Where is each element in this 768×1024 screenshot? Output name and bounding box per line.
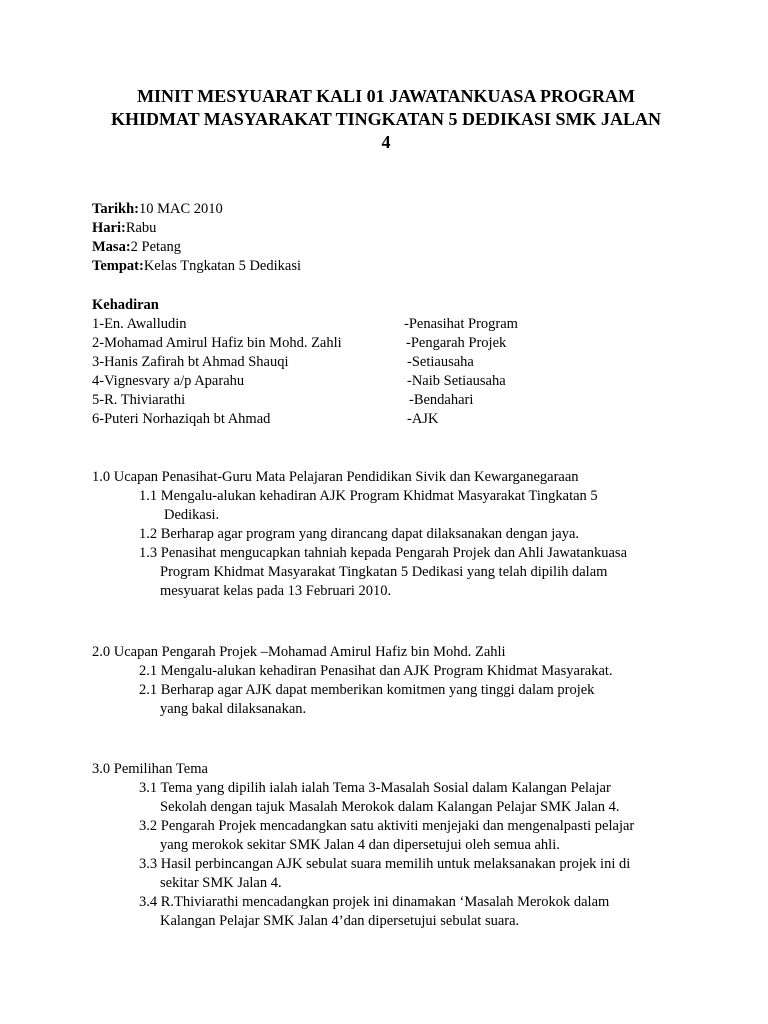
section-heading: 1.0 Ucapan Penasihat-Guru Mata Pelajaran Pendidikan Sivik dan Kewarganegaraan [92, 469, 579, 485]
minute-item-continuation: Dedikasi. [164, 507, 220, 523]
attendance-role: -Naib Setiausaha [407, 373, 506, 389]
attendance-name: 2-Mohamad Amirul Hafiz bin Mohd. Zahli [92, 335, 342, 351]
minute-item-continuation: yang merokok sekitar SMK Jalan 4 dan dipersetujui oleh semua ahli. [160, 837, 560, 853]
meta-hari-value: Rabu [125, 220, 157, 236]
attendance-role: -Setiausaha [407, 354, 474, 370]
meta-hari [92, 219, 156, 238]
meta-tempat [92, 257, 301, 276]
meta-hari-label: Hari: [92, 220, 126, 236]
section-heading: 2.0 Ucapan Pengarah Projek –Mohamad Amirul Hafiz bin Mohd. Zahli [92, 644, 506, 660]
minute-item: 1.3 Penasihat mengucapkan tahniah kepada Pengarah Projek dan Ahli Jawatankuasa [139, 545, 628, 561]
minute-item: 3.4 R.Thiviarathi mencadangkan projek ini dinamakan ‘Masalah Merokok dalam [139, 894, 610, 910]
minute-item-continuation: sekitar SMK Jalan 4. [160, 875, 282, 891]
title-line-3: 4 [381, 132, 391, 152]
minute-item: 2.1 Berharap agar AJK dapat memberikan komitmen yang tinggi dalam projek [139, 682, 595, 698]
minute-item-continuation: mesyuarat kelas pada 13 Februari 2010. [160, 583, 392, 599]
attendance-heading-text: Kehadiran [92, 297, 159, 313]
meta-tarikh [92, 200, 223, 219]
attendance-name: 5-R. Thiviarathi [92, 392, 186, 408]
minute-item: 3.1 Tema yang dipilih ialah ialah Tema 3-Masalah Sosial dalam Kalangan Pelajar [139, 780, 611, 796]
attendance-role: -AJK [407, 411, 439, 427]
attendance-name: 4-Vignesvary a/p Aparahu [92, 373, 245, 389]
attendance-name: 1-En. Awalludin [92, 316, 187, 332]
minute-item: 3.3 Hasil perbincangan AJK sebulat suara memilih untuk melaksanakan projek ini di [139, 856, 631, 872]
meta-tempat-label: Tempat: [92, 258, 144, 274]
minute-item: 3.2 Pengarah Projek mencadangkan satu aktiviti menjejaki dan mengenalpasti pelajar [139, 818, 635, 834]
attendance-heading [92, 296, 159, 315]
attendance-role: -Bendahari [409, 392, 474, 408]
minute-item: 2.1 Mengalu-alukan kehadiran Penasihat dan AJK Program Khidmat Masyarakat. [139, 663, 613, 679]
minute-item-continuation: Kalangan Pelajar SMK Jalan 4’dan dipersetujui sebulat suara. [160, 913, 520, 929]
meta-tarikh-label: Tarikh: [92, 201, 140, 217]
section-heading: 3.0 Pemilihan Tema [92, 761, 208, 777]
title-line-2: KHIDMAT MASYARAKAT TINGKATAN 5 DEDIKASI SMK JALAN [110, 109, 662, 129]
attendance-role: -Penasihat Program [404, 316, 518, 332]
title-line-1: MINIT MESYUARAT KALI 01 JAWATANKUASA PROGRAM [137, 86, 635, 106]
meta-tempat-value: Kelas Tngkatan 5 Dedikasi [143, 258, 302, 274]
meta-masa-value: 2 Petang [130, 239, 182, 255]
meta-tarikh-value: 10 MAC 2010 [139, 201, 223, 217]
minute-item-continuation: Sekolah dengan tajuk Masalah Merokok dalam Kalangan Pelajar SMK Jalan 4. [160, 799, 620, 815]
minute-item-continuation: yang bakal dilaksanakan. [160, 701, 307, 717]
meta-masa-label: Masa: [92, 239, 131, 255]
attendance-role: -Pengarah Projek [406, 335, 507, 351]
minute-item-continuation: Program Khidmat Masyarakat Tingkatan 5 Dedikasi yang telah dipilih dalam [160, 564, 608, 580]
attendance-name: 6-Puteri Norhaziqah bt Ahmad [92, 411, 271, 427]
minute-item: 1.1 Mengalu-alukan kehadiran AJK Program Khidmat Masyarakat Tingkatan 5 [139, 488, 598, 504]
meta-masa [92, 238, 181, 257]
attendance-name: 3-Hanis Zafirah bt Ahmad Shauqi [92, 354, 289, 370]
minute-item: 1.2 Berharap agar program yang dirancang dapat dilaksanakan dengan jaya. [139, 526, 580, 542]
document-title [80, 85, 692, 154]
